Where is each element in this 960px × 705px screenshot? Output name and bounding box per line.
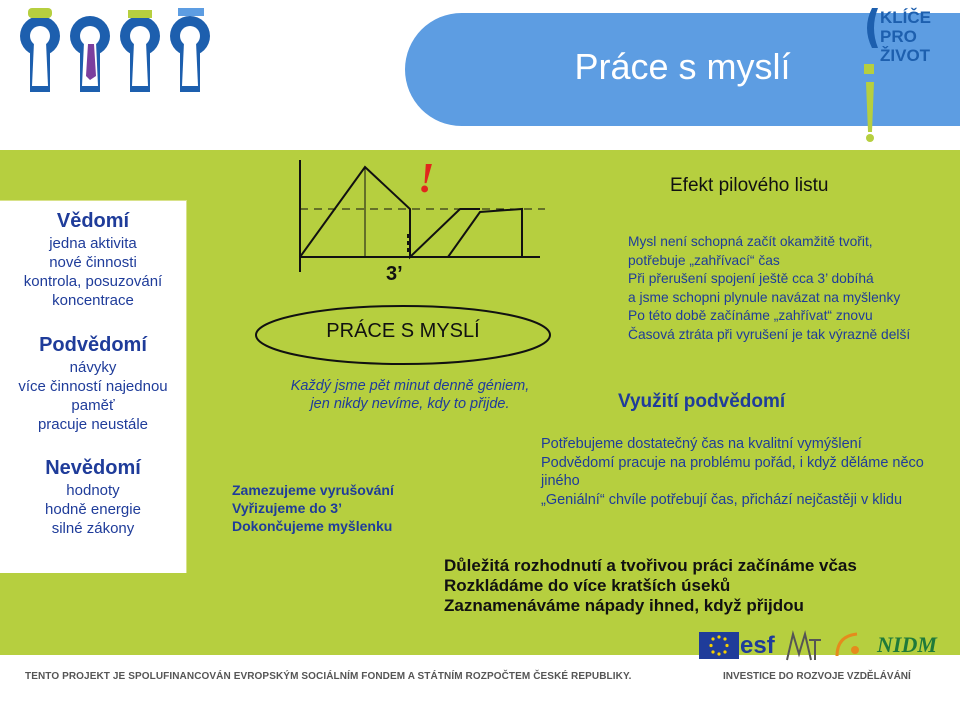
logo-text-line-3: ŽIVOT [880, 46, 931, 65]
vyuziti-line: Podvědomí pracuje na problému pořád, i když děláme něco jiného [541, 454, 924, 489]
mind-levels-panel [0, 200, 187, 573]
podvedomi-item: více činností najednou [18, 378, 168, 395]
vyuziti-line: Potřebujeme dostatečný čas na kvalitní vymýšlení [541, 436, 862, 452]
exclamation-icon: ! [418, 156, 435, 202]
sawtooth-line-2 [448, 209, 522, 257]
interruption-tips [232, 481, 394, 535]
vyuziti-list [541, 435, 956, 509]
header [0, 0, 960, 150]
orange-swirl-icon [833, 630, 863, 660]
logo-text-line-2: PRO [880, 27, 917, 46]
vedomi-item: kontrola, posuzování [23, 273, 163, 290]
efekt-line: potřebuje „zahřívací“ čas [628, 252, 780, 268]
efekt-line: Časová ztráta při vyrušení je tak výrazně delší [628, 326, 911, 342]
keyholes-logo [18, 6, 218, 98]
efekt-line: a jsme schopni plynule navázat na myšlenky [628, 289, 901, 305]
quote-line: Každý jsme pět minut denně géniem, [290, 378, 530, 394]
important-line: Rozkládáme do více kratších úseků [444, 576, 731, 595]
eu-flag-icon [699, 632, 739, 659]
tip-line: Dokončujeme myšlenku [232, 518, 393, 534]
heading-nevedomi: Nevědomí [45, 457, 141, 479]
footer-disclaimer: TENTO PROJEKT JE SPOLUFINANCOVÁN EVROPSKÝM SOCIÁLNÍM FONDEM A STÁTNÍM ROZPOČTEM ČESKÉ REPUBLIKY. [25, 671, 632, 682]
nidm-logo: NIDM [877, 632, 937, 657]
vedomi-item: jedna aktivita [49, 235, 137, 252]
quote-line: jen nikdy nevíme, kdy to přijde. [310, 396, 510, 412]
efekt-line: Po této době začínáme „zahřívat“ znovu [628, 308, 873, 323]
vyuziti-title: Využití podvědomí [618, 391, 786, 412]
important-tips [444, 556, 857, 616]
podvedomi-item: pracuje neustále [37, 416, 149, 433]
vyuziti-line: „Geniální“ chvíle potřebují čas, přichází nejčastěji v klidu [541, 491, 903, 508]
genius-quote [255, 377, 565, 413]
podvedomi-item: paměť [71, 397, 115, 414]
sawtooth-line-1 [300, 167, 480, 257]
efekt-list [628, 233, 910, 344]
msmt-logo [783, 630, 825, 664]
efekt-title: Efekt pilového listu [670, 175, 829, 196]
important-line: Zaznamenáváme nápady ihned, když přijdou [444, 596, 804, 615]
page-title: Práce s myslí [574, 46, 791, 87]
important-line: Důležitá rozhodnutí a tvořivou práci začínáme včas [444, 556, 857, 575]
sawtooth-diagram [280, 152, 550, 292]
efekt-line: Při přerušení spojení ještě cca 3’ dobíhá [628, 271, 874, 286]
tip-line: Zamezujeme vyrušování [232, 482, 394, 498]
nevedomi-item: silné zákony [51, 520, 135, 537]
efekt-line: Mysl není schopná začít okamžitě tvořit, [628, 234, 873, 249]
esf-logo: esf [740, 632, 775, 659]
three-minutes-label: 3’ [386, 263, 403, 285]
vedomi-item: nové činnosti [49, 254, 137, 271]
nevedomi-item: hodnoty [66, 482, 120, 499]
tip-line: Vyřizujeme do 3’ [232, 500, 342, 516]
heading-podvedomi: Podvědomí [39, 334, 147, 356]
podvedomi-item: návyky [69, 359, 117, 376]
nevedomi-item: hodně energie [45, 501, 141, 518]
footer-investment: INVESTICE DO ROZVOJE VZDĚLÁVÁNÍ [723, 671, 911, 682]
logo-text-line-1: KLÍČE [880, 8, 931, 27]
ellipse-label: PRÁCE S MYSLÍ [326, 320, 480, 342]
heading-vedomi: Vědomí [56, 210, 130, 232]
vedomi-item: koncentrace [52, 292, 134, 309]
